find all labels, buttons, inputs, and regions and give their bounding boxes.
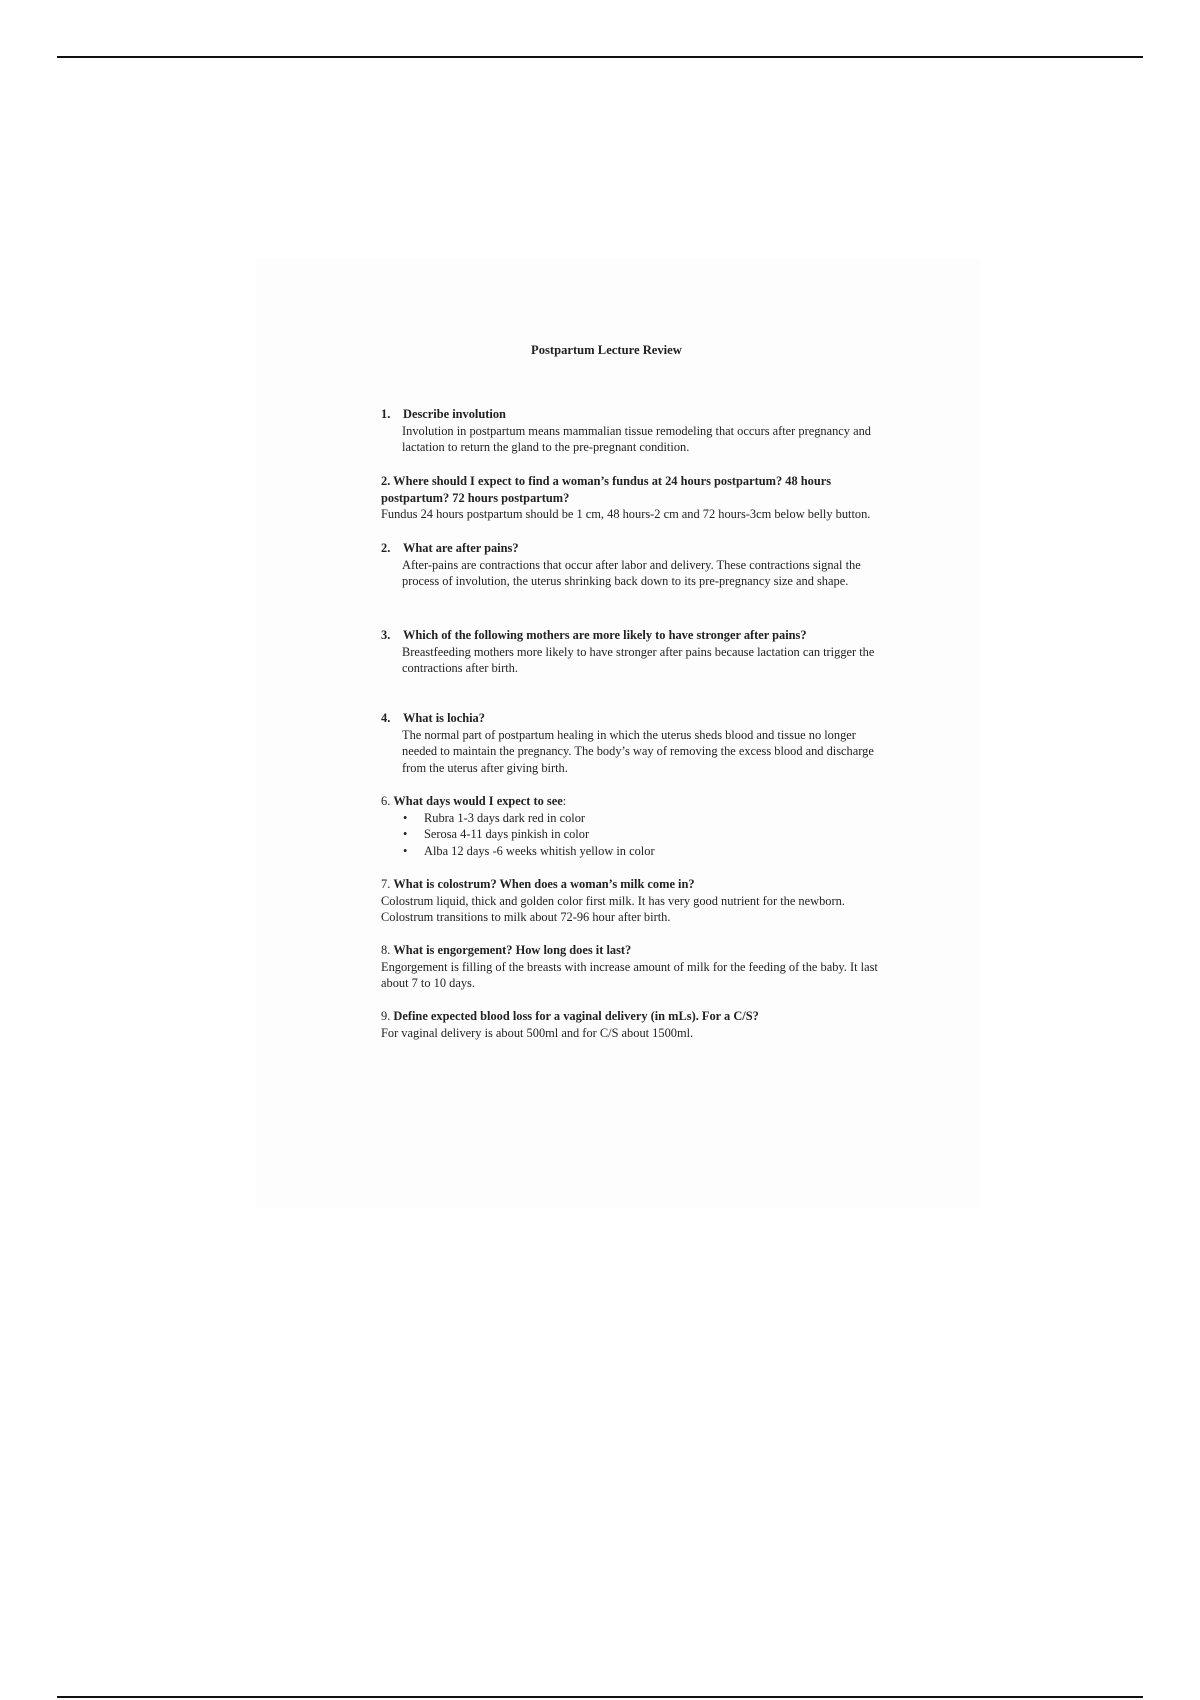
question-block-8	[381, 942, 891, 992]
question-block-5	[381, 710, 891, 776]
question-block-3	[381, 540, 891, 590]
question-text: Define expected blood loss for a vaginal delivery (in mLs). For a C/S?	[393, 1009, 759, 1023]
question-number: 9.	[381, 1009, 391, 1023]
question-number: 1.	[381, 407, 391, 421]
question-block-9	[381, 1008, 891, 1041]
question-block-7	[381, 876, 891, 926]
answer-text: Involution in postpartum means mammalian tissue remodeling that occurs after pregnancy and lactation to return the gland to the pre-pregnant condition.	[402, 423, 871, 454]
question-text: What is engorgement? How long does it last?	[393, 943, 632, 957]
list-item: • Alba 12 days -6 weeks whitish yellow in color	[424, 843, 891, 860]
question-block-4	[381, 627, 891, 677]
answer-text: Fundus 24 hours postpartum should be 1 cm, 48 hours-2 cm and 72 hours-3cm below belly button.	[381, 507, 871, 521]
question-number: 6.	[381, 794, 391, 808]
question-number: 2.	[381, 541, 391, 555]
question-number: 7.	[381, 877, 391, 891]
answer-text: Breastfeeding mothers more likely to have stronger after pains because lactation can trigger the contractions after birth.	[402, 644, 875, 675]
question-text: Describe involution	[403, 407, 506, 421]
answer-text: The normal part of postpartum healing in which the uterus sheds blood and tissue no longer needed to maintain the pregnancy. The body’s way of removing the excess blood and discharge from the uterus after giving birth.	[402, 727, 874, 775]
question-block-1	[381, 406, 891, 456]
question-text: What is lochia?	[403, 711, 485, 725]
question-number: 2.	[381, 474, 391, 488]
footer-rule	[57, 1696, 1143, 1698]
question-text: What days would I expect to see	[393, 794, 563, 808]
answer-text: For vaginal delivery is about 500ml and for C/S about 1500ml.	[381, 1025, 694, 1040]
answer-text: After-pains are contractions that occur after labor and delivery. These contractions signal the process of involution, the uterus shrinking back down to its pre-pregnancy size and shape.	[402, 557, 861, 588]
question-text: What is colostrum? When does a woman’s milk come in?	[393, 877, 695, 891]
answer-text: Engorgement is filling of the breasts with increase amount of milk for the feeding of the baby. It last about 7 to 10 days.	[381, 959, 878, 990]
document-title: Postpartum Lecture Review	[531, 343, 682, 357]
question-text: Where should I expect to find a woman’s fundus at 24 hours postpartum? 48 hours postpartum? 72 hours postpartum?	[381, 474, 832, 505]
lochia-stage-list	[381, 810, 891, 860]
question-number: 4.	[381, 711, 391, 725]
question-block-2	[381, 473, 891, 523]
question-text: What are after pains?	[403, 541, 519, 555]
question-text: Which of the following mothers are more likely to have stronger after pains?	[403, 628, 807, 642]
question-number: 3.	[381, 628, 391, 642]
answer-text: Colostrum liquid, thick and golden color first milk. It has very good nutrient for the newborn. Colostrum transitions to milk about 72-96 hour after birth.	[381, 893, 845, 924]
question-block-6	[381, 793, 891, 859]
header-rule	[57, 56, 1143, 58]
question-suffix: :	[562, 794, 567, 808]
list-item: • Rubra 1-3 days dark red in color	[424, 810, 891, 827]
question-number: 8.	[381, 943, 391, 957]
list-item: • Serosa 4-11 days pinkish in color	[424, 826, 891, 843]
